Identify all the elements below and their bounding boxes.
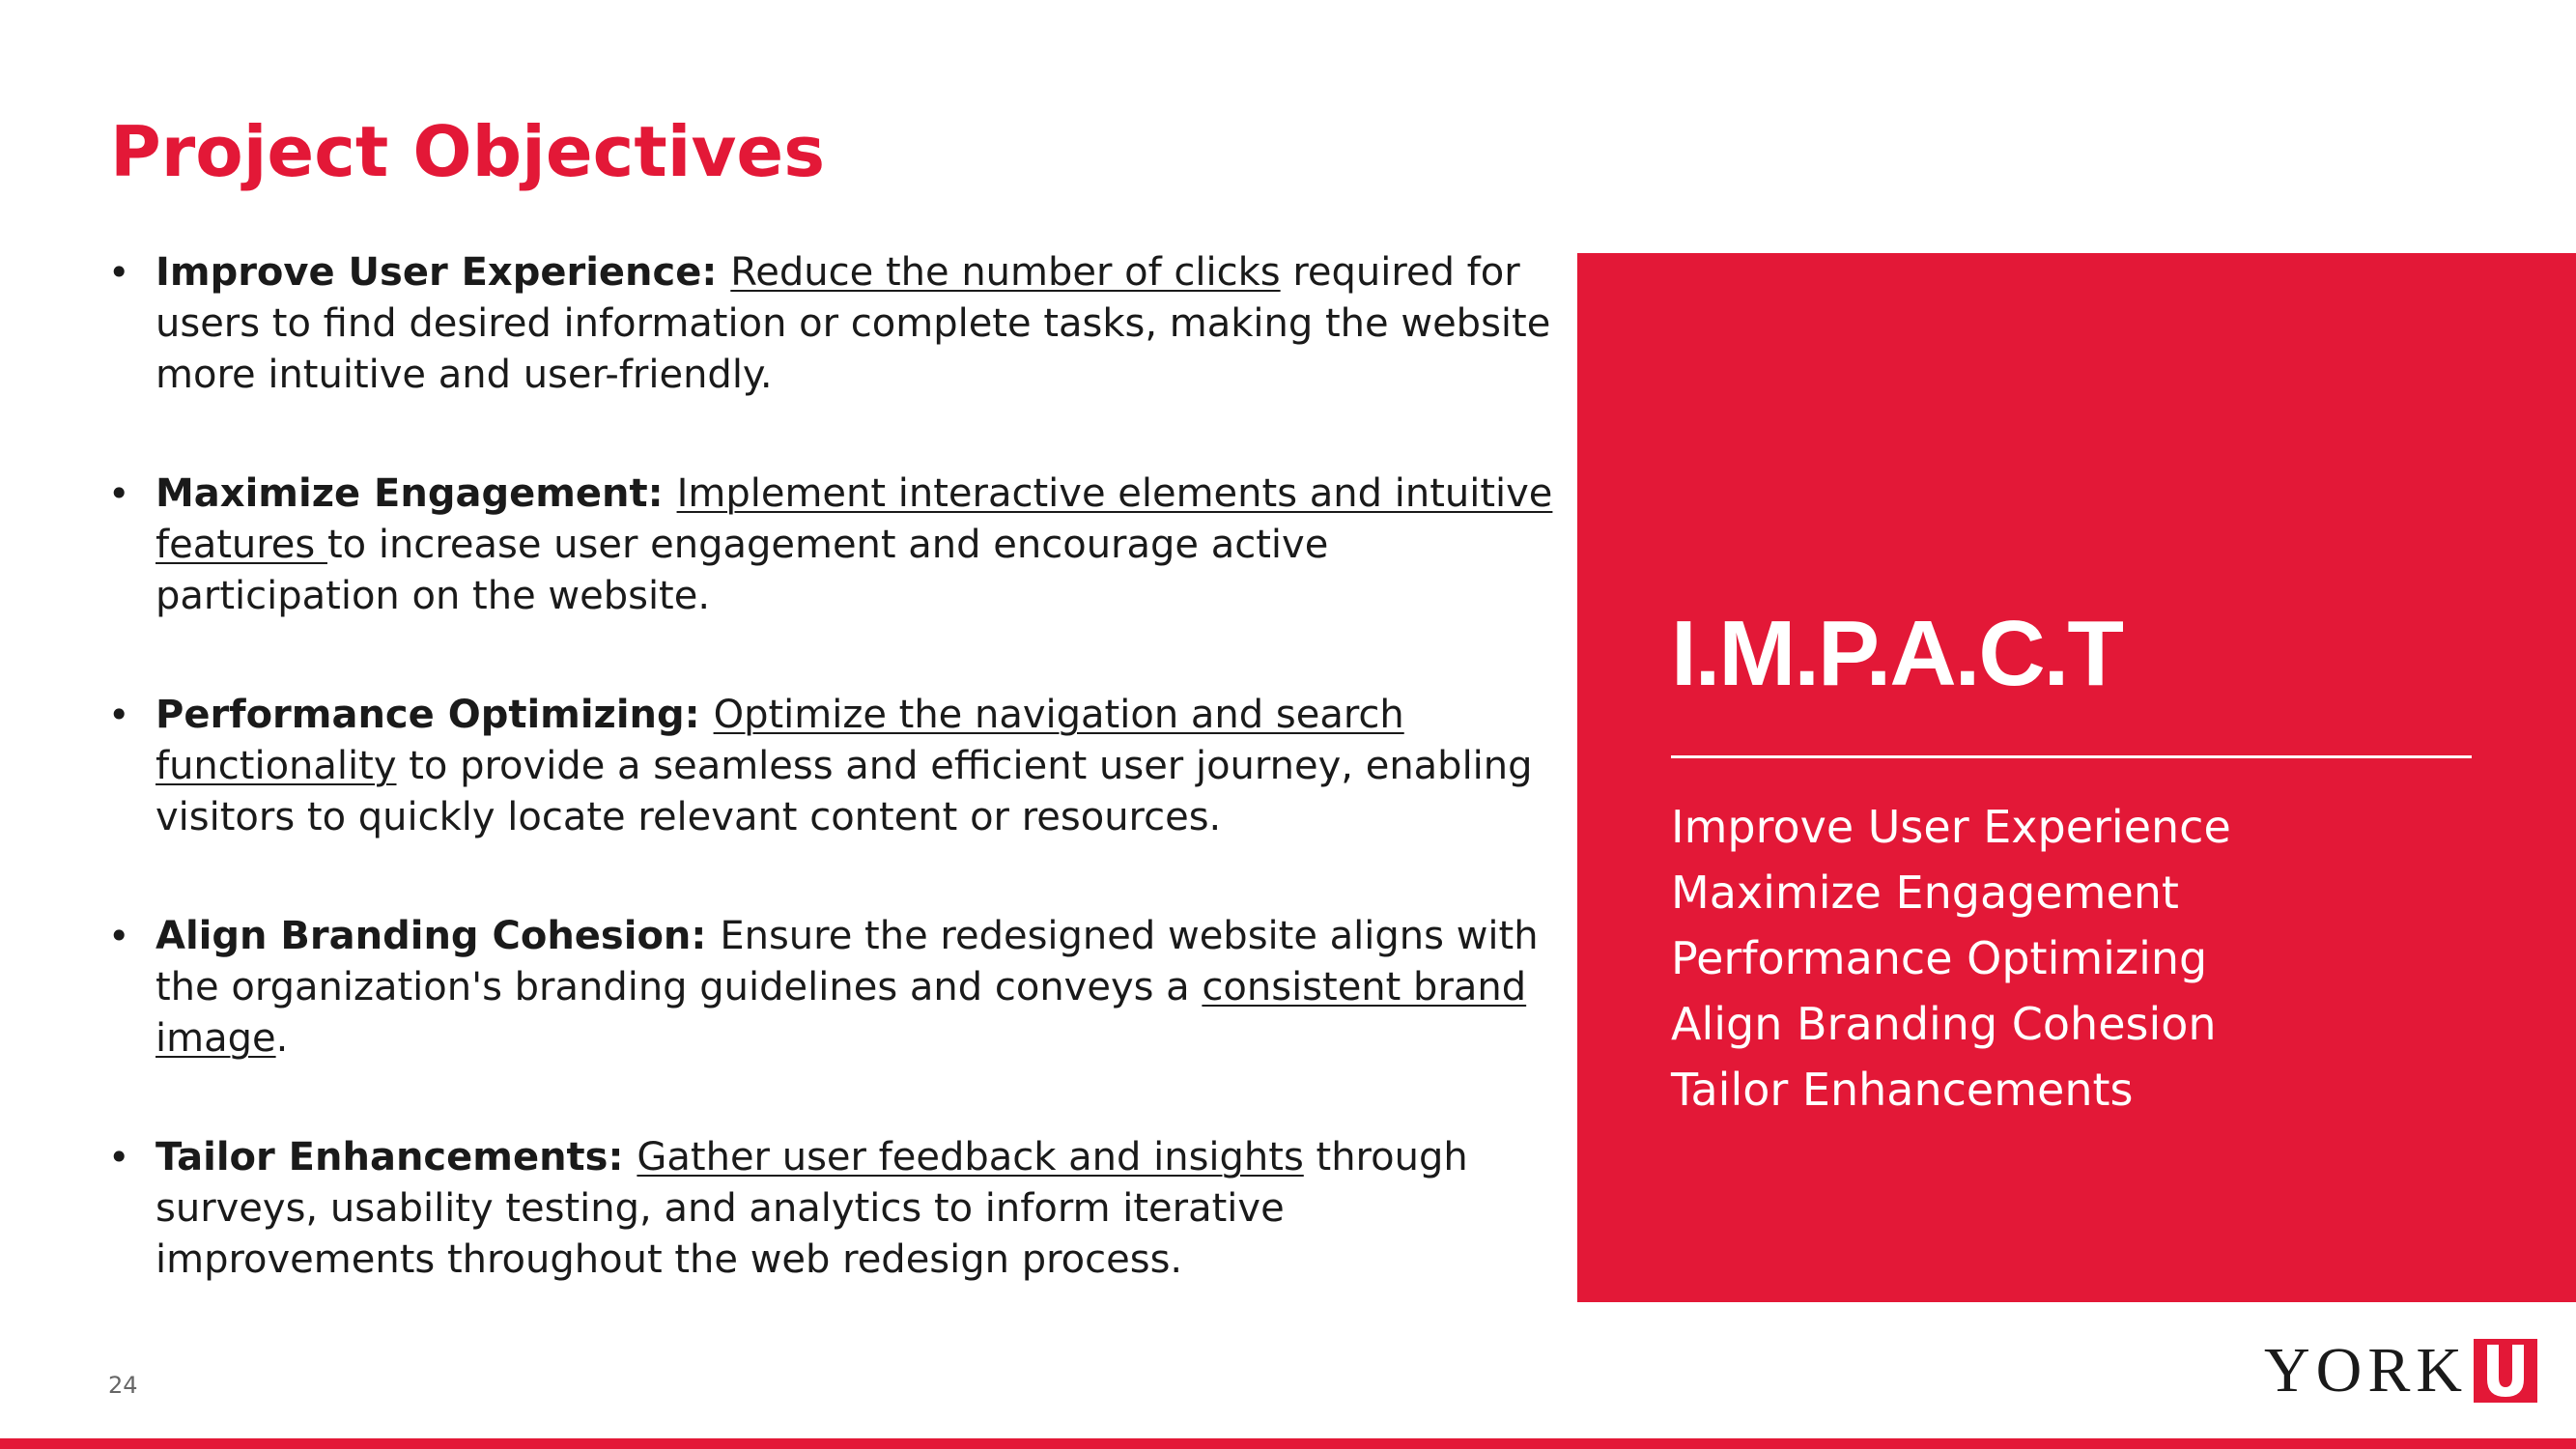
objective-underlined-text: Gather user feedback and insights — [637, 1135, 1304, 1179]
impact-title: I.M.P.A.C.T — [1671, 602, 2122, 705]
objective-text: . — [275, 1016, 289, 1061]
impact-item: Performance Optimizing — [1671, 932, 2208, 984]
impact-item: Tailor Enhancements — [1671, 1064, 2134, 1116]
objective-label: Improve User Experience: — [156, 250, 731, 295]
objective-label: Tailor Enhancements: — [156, 1135, 637, 1179]
objective-text: Ensure the redesigned website aligns with the organization's branding guidelines and conveys a — [156, 914, 1539, 1009]
impact-item: Align Branding Cohesion — [1671, 998, 2217, 1050]
objective-item — [108, 247, 1567, 401]
objective-text: required for users to find desired information or complete tasks, making the website more intuitive and user-friendly. — [156, 250, 1551, 397]
impact-item: Improve User Experience — [1671, 801, 2231, 853]
objective-underlined-text: Implement interactive elements and intuitive features — [156, 471, 1553, 567]
bullet-icon: • — [108, 915, 130, 957]
bullet-icon: • — [108, 1136, 130, 1179]
objective-underlined-text: consistent brand image — [156, 965, 1527, 1061]
impact-item: Maximize Engagement — [1671, 867, 2179, 919]
objective-item — [108, 911, 1567, 1065]
objective-label: Performance Optimizing: — [156, 693, 714, 737]
york-university-logo — [2264, 1335, 2537, 1406]
objective-text: through surveys, usability testing, and analytics to inform iterative improvements throughout the web redesign process. — [156, 1135, 1468, 1282]
objective-label: Maximize Engagement: — [156, 471, 677, 516]
impact-divider — [1671, 755, 2472, 758]
objective-underlined-text: Reduce the number of clicks — [730, 250, 1281, 295]
objective-underlined-text: Optimize the navigation and search functionality — [156, 693, 1404, 788]
objective-text: to provide a seamless and efficient user journey, enabling visitors to quickly locate relevant content or resources. — [156, 744, 1533, 839]
impact-panel — [1577, 253, 2576, 1302]
page-number: 24 — [108, 1372, 138, 1399]
slide-title: Project Objectives — [110, 111, 826, 192]
bottom-accent-bar — [0, 1438, 2576, 1449]
objectives-list — [108, 247, 1567, 1286]
bullet-icon: • — [108, 251, 130, 294]
objective-item — [108, 690, 1567, 843]
york-u-logo-icon — [2474, 1339, 2537, 1403]
objective-item — [108, 1132, 1567, 1286]
impact-list — [1671, 794, 2231, 1122]
bullet-icon: • — [108, 472, 130, 515]
bullet-icon: • — [108, 694, 130, 736]
objective-item — [108, 469, 1567, 622]
objective-text: to increase user engagement and encourage active participation on the website. — [156, 523, 1329, 618]
logo-wordmark: YORK — [2264, 1335, 2469, 1406]
objective-label: Align Branding Cohesion: — [156, 914, 721, 958]
